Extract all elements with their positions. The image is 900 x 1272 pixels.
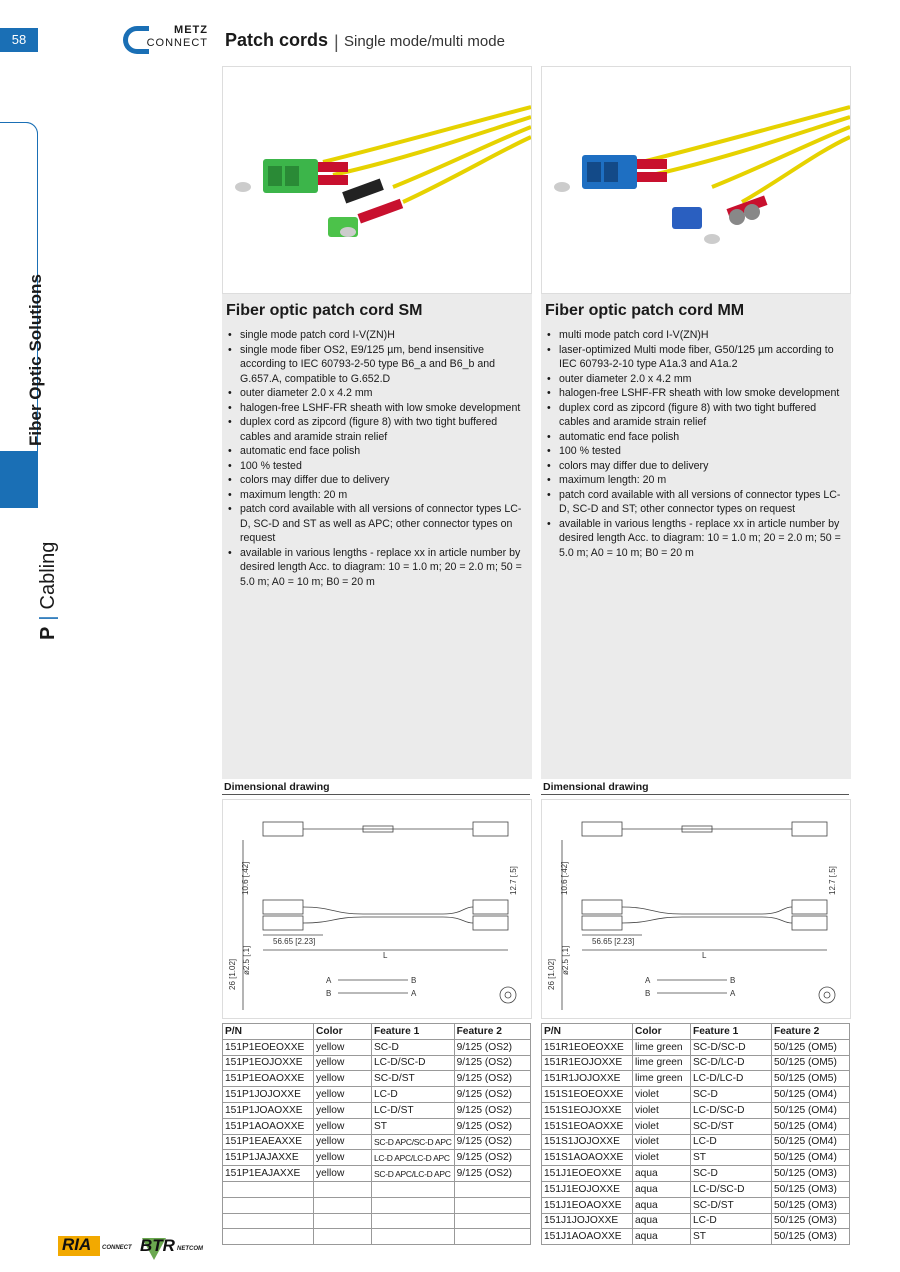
list-item: • outer diameter 2.0 x 4.2 mm — [559, 372, 845, 387]
cell-feature1: LC-D/LC-D — [691, 1071, 772, 1087]
page-title: Patch cords — [225, 30, 329, 50]
mm-product-photo — [541, 66, 851, 294]
mm-column — [541, 66, 851, 1245]
list-item: • laser-optimized Multi mode fiber, G50/125 µm according to IEC 60793-2-10 type A1a.3 and A1a.2 — [559, 343, 845, 372]
table-row — [223, 1150, 531, 1166]
col-feature1: Feature 1 — [372, 1024, 455, 1040]
cell-feature1: ST — [691, 1229, 772, 1245]
cell-feature2: 50/125 (OM3) — [772, 1229, 850, 1245]
list-item: • single mode patch cord I-V(ZN)H — [240, 328, 526, 343]
drawing-label-a2: A — [411, 989, 417, 998]
table-row — [542, 1213, 850, 1229]
table-row — [223, 1134, 531, 1150]
btr-logo-sub: NETCOM — [177, 1246, 203, 1252]
cell-color: yellow — [314, 1087, 372, 1103]
cell-pn: 151J1AOAOXXE — [542, 1229, 633, 1245]
cell-pn: 151P1EAEAXXE — [223, 1134, 314, 1150]
cell-pn: 151P1EOJOXXE — [223, 1055, 314, 1071]
table-row — [223, 1118, 531, 1134]
cell-feature2: 9/125 (OS2) — [454, 1134, 530, 1150]
mm-title: Fiber optic patch cord MM — [545, 302, 745, 319]
cell-feature1: LC-D APC/LC-D APC — [372, 1150, 455, 1166]
logo-metz: METZ — [174, 24, 208, 36]
sidebar-category-label: Cabling — [37, 541, 59, 610]
cell-color: lime green — [633, 1055, 691, 1071]
cell-color: yellow — [314, 1134, 372, 1150]
col-color: Color — [633, 1024, 691, 1040]
table-row — [542, 1229, 850, 1245]
drawing-label-h2: 12.7 [.5] — [509, 866, 518, 895]
list-item: • patch cord available with all versions of connector types LC- D, SC-D and ST as well as APC; other connector types on request — [240, 502, 526, 546]
cell-color — [314, 1197, 372, 1213]
cell-pn — [223, 1213, 314, 1229]
sm-feature-list — [226, 328, 526, 589]
cell-feature1: SC-D — [691, 1166, 772, 1182]
table-row — [542, 1118, 850, 1134]
cell-feature2: 50/125 (OM4) — [772, 1118, 850, 1134]
cell-pn: 151P1EAJAXXE — [223, 1166, 314, 1182]
cell-color: violet — [633, 1118, 691, 1134]
cell-color: lime green — [633, 1071, 691, 1087]
list-item: • duplex cord as zipcord (figure 8) with two tight buffered cables and aramide strain relief — [240, 415, 526, 444]
cell-feature1: SC-D/SC-D — [691, 1039, 772, 1055]
list-item: • colors may differ due to delivery — [240, 473, 526, 488]
mm-dimensional-drawing-title: Dimensional drawing — [541, 779, 849, 795]
table-header-row — [542, 1024, 850, 1040]
cell-pn: 151P1EOEOXXE — [223, 1039, 314, 1055]
cell-pn — [223, 1197, 314, 1213]
drawing-label-h1: 10.6 [.42] — [560, 861, 569, 895]
cell-color: violet — [633, 1150, 691, 1166]
cell-feature2: 9/125 (OS2) — [454, 1071, 530, 1087]
sm-drawing-svg — [223, 800, 531, 1018]
drawing-label-w1: 56.65 [2.23] — [273, 937, 316, 946]
btr-logo-text: BTR — [140, 1236, 175, 1255]
table-row — [542, 1039, 850, 1055]
table-row — [542, 1055, 850, 1071]
table-row — [542, 1102, 850, 1118]
cell-pn: 151R1JOJOXXE — [542, 1071, 633, 1087]
table-row — [223, 1039, 531, 1055]
list-item: • available in various lengths - replace xx in article number by desired length Acc. to diagram: 10 = 1.0 m; 20 = 2.0 m; 50 = 5.0 m; A0 = 10 m; B0 = 20 m — [240, 546, 526, 590]
cell-pn: 151P1JAJAXXE — [223, 1150, 314, 1166]
cell-feature2: 9/125 (OS2) — [454, 1087, 530, 1103]
cell-pn: 151S1EOEOXXE — [542, 1087, 633, 1103]
cell-feature2: 50/125 (OM3) — [772, 1166, 850, 1182]
cell-feature1: LC-D/SC-D — [372, 1055, 455, 1071]
cell-pn: 151R1EOJOXXE — [542, 1055, 633, 1071]
cell-feature2: 9/125 (OS2) — [454, 1118, 530, 1134]
table-row — [223, 1229, 531, 1245]
list-item: • automatic end face polish — [240, 444, 526, 459]
col-pn: P/N — [223, 1024, 314, 1040]
drawing-label-w1: 56.65 [2.23] — [592, 937, 635, 946]
cell-color: yellow — [314, 1039, 372, 1055]
sidebar-category — [37, 542, 60, 640]
cell-feature1: SC-D APC/LC-D APC — [372, 1166, 455, 1182]
cell-feature2: 9/125 (OS2) — [454, 1039, 530, 1055]
drawing-label-d1: 26 [1.02] — [547, 958, 556, 990]
cell-color: yellow — [314, 1055, 372, 1071]
mm-product-table — [541, 1023, 850, 1245]
table-header-row — [223, 1024, 531, 1040]
table-row — [542, 1071, 850, 1087]
cell-pn: 151P1JOAOXXE — [223, 1102, 314, 1118]
cell-feature2: 50/125 (OM3) — [772, 1197, 850, 1213]
col-pn: P/N — [542, 1024, 633, 1040]
sm-title: Fiber optic patch cord SM — [226, 302, 423, 319]
list-item: • automatic end face polish — [559, 430, 845, 445]
list-item: • available in various lengths - replace xx in article number by desired length Acc. to diagram: 10 = 1.0 m; 20 = 2.0 m; 50 = 5.0 m; A0 = 10 m; B0 = 20 m — [559, 517, 845, 561]
cell-feature1: SC-D/ST — [372, 1071, 455, 1087]
mm-feature-list — [545, 328, 845, 560]
ria-logo-text: RIA — [62, 1235, 92, 1254]
drawing-label-b2: B — [645, 989, 651, 998]
sm-patch-cord-image — [223, 67, 531, 293]
cell-pn: 151S1AOAOXXE — [542, 1150, 633, 1166]
cell-feature1: LC-D — [691, 1213, 772, 1229]
table-row — [542, 1197, 850, 1213]
sm-product-table — [222, 1023, 531, 1245]
cell-color: aqua — [633, 1213, 691, 1229]
cell-color: yellow — [314, 1102, 372, 1118]
footer-logos — [58, 1236, 208, 1262]
cell-color: yellow — [314, 1118, 372, 1134]
metz-connect-logo — [123, 24, 208, 58]
cell-feature1 — [372, 1213, 455, 1229]
cell-feature1: SC-D/ST — [691, 1118, 772, 1134]
table-row — [223, 1166, 531, 1182]
cell-feature1 — [372, 1197, 455, 1213]
cell-pn: 151S1EOAOXXE — [542, 1118, 633, 1134]
table-row — [223, 1071, 531, 1087]
cell-color — [314, 1229, 372, 1245]
cell-feature1: ST — [691, 1150, 772, 1166]
cell-pn: 151J1EOJOXXE — [542, 1181, 633, 1197]
list-item: • halogen-free LSHF-FR sheath with low smoke development — [559, 386, 845, 401]
cell-pn — [223, 1229, 314, 1245]
sm-dimensional-drawing-title: Dimensional drawing — [222, 779, 530, 795]
col-color: Color — [314, 1024, 372, 1040]
cell-pn: 151R1EOEOXXE — [542, 1039, 633, 1055]
title-separator: | — [334, 32, 339, 52]
cell-feature2: 9/125 (OS2) — [454, 1102, 530, 1118]
logo-c-mark — [123, 26, 149, 54]
mm-description-panel — [541, 294, 851, 779]
cell-color: lime green — [633, 1039, 691, 1055]
cell-feature2: 9/125 (OS2) — [454, 1150, 530, 1166]
cell-feature2 — [454, 1229, 530, 1245]
list-item: • maximum length: 20 m — [559, 473, 845, 488]
cell-pn: 151P1JOJOXXE — [223, 1087, 314, 1103]
cell-feature2: 50/125 (OM4) — [772, 1087, 850, 1103]
cell-feature2: 50/125 (OM5) — [772, 1055, 850, 1071]
cell-feature2 — [454, 1197, 530, 1213]
cell-color: aqua — [633, 1166, 691, 1182]
drawing-label-a1: A — [645, 976, 651, 985]
cell-feature2: 50/125 (OM4) — [772, 1134, 850, 1150]
list-item: • single mode fiber OS2, E9/125 µm, bend insensitive according to IEC 60793-2-50 type B6_a and B6_b and G.657.A, compatible to G.652.D — [240, 343, 526, 387]
cell-feature1: LC-D/ST — [372, 1102, 455, 1118]
drawing-label-h2: 12.7 [.5] — [828, 866, 837, 895]
table-row — [542, 1087, 850, 1103]
cell-pn: 151J1JOJOXXE — [542, 1213, 633, 1229]
table-row — [223, 1197, 531, 1213]
drawing-label-b2: B — [326, 989, 332, 998]
cell-pn: 151P1AOAOXXE — [223, 1118, 314, 1134]
cell-color: violet — [633, 1087, 691, 1103]
table-row — [223, 1213, 531, 1229]
cell-feature1 — [372, 1229, 455, 1245]
cell-feature1: LC-D — [691, 1134, 772, 1150]
list-item: • 100 % tested — [559, 444, 845, 459]
list-item: • 100 % tested — [240, 459, 526, 474]
cell-pn: 151J1EOAOXXE — [542, 1197, 633, 1213]
cell-color: violet — [633, 1134, 691, 1150]
list-item: • patch cord available with all versions of connector types LC-D, SC-D and ST; other connector types on request — [559, 488, 845, 517]
cell-feature1: LC-D — [372, 1087, 455, 1103]
cell-feature2: 50/125 (OM5) — [772, 1071, 850, 1087]
col-feature2: Feature 2 — [772, 1024, 850, 1040]
page-number: 58 — [0, 28, 38, 52]
drawing-label-length: L — [702, 951, 707, 960]
cell-color: yellow — [314, 1150, 372, 1166]
table-row — [223, 1102, 531, 1118]
cell-pn — [223, 1181, 314, 1197]
drawing-label-b1: B — [730, 976, 736, 985]
cell-color — [314, 1213, 372, 1229]
cell-pn: 151P1EOAOXXE — [223, 1071, 314, 1087]
cell-feature1: SC-D — [372, 1039, 455, 1055]
cell-feature1: LC-D/SC-D — [691, 1102, 772, 1118]
table-row — [223, 1087, 531, 1103]
cell-feature1: SC-D — [691, 1087, 772, 1103]
table-row — [542, 1134, 850, 1150]
cell-color — [314, 1181, 372, 1197]
cell-feature1 — [372, 1181, 455, 1197]
mm-patch-cord-image — [542, 67, 850, 293]
mm-dimensional-drawing — [541, 799, 851, 1019]
cell-feature1: SC-D/LC-D — [691, 1055, 772, 1071]
ria-logo-sub: CONNECT — [102, 1245, 132, 1251]
sm-product-photo — [222, 66, 532, 294]
cell-feature2: 50/125 (OM5) — [772, 1039, 850, 1055]
cell-feature1: LC-D/SC-D — [691, 1181, 772, 1197]
page-subtitle: Single mode/multi mode — [344, 33, 505, 50]
drawing-label-a1: A — [326, 976, 332, 985]
logo-connect: CONNECT — [146, 37, 208, 49]
cell-feature2: 9/125 (OS2) — [454, 1055, 530, 1071]
drawing-label-d2: ø2.5 [.1] — [242, 945, 251, 975]
sm-column — [222, 66, 532, 1245]
sidebar-letter: P — [37, 626, 59, 640]
cell-feature1: ST — [372, 1118, 455, 1134]
list-item: • multi mode patch cord I-V(ZN)H — [559, 328, 845, 343]
cell-color: aqua — [633, 1229, 691, 1245]
cell-color: violet — [633, 1102, 691, 1118]
list-item: • maximum length: 20 m — [240, 488, 526, 503]
list-item: • duplex cord as zipcord (figure 8) with two tight buffered cables and aramide strain relief — [559, 401, 845, 430]
drawing-label-h1: 10.6 [.42] — [241, 861, 250, 895]
drawing-label-b1: B — [411, 976, 417, 985]
cell-feature1: SC-D/ST — [691, 1197, 772, 1213]
list-item: • colors may differ due to delivery — [559, 459, 845, 474]
cell-pn: 151J1EOEOXXE — [542, 1166, 633, 1182]
table-row — [542, 1181, 850, 1197]
drawing-label-d2: ø2.5 [.1] — [561, 945, 570, 975]
cell-color: aqua — [633, 1181, 691, 1197]
cell-pn: 151S1JOJOXXE — [542, 1134, 633, 1150]
list-item: • halogen-free LSHF-FR sheath with low smoke development — [240, 401, 526, 416]
sidebar-separator: | — [37, 615, 59, 621]
table-row — [223, 1181, 531, 1197]
cell-pn: 151S1EOJOXXE — [542, 1102, 633, 1118]
list-item: • outer diameter 2.0 x 4.2 mm — [240, 386, 526, 401]
drawing-label-d1: 26 [1.02] — [228, 958, 237, 990]
table-row — [542, 1166, 850, 1182]
col-feature2: Feature 2 — [454, 1024, 530, 1040]
mm-drawing-svg — [542, 800, 850, 1018]
cell-feature2: 50/125 (OM3) — [772, 1213, 850, 1229]
cell-feature2: 50/125 (OM4) — [772, 1102, 850, 1118]
cell-color: aqua — [633, 1197, 691, 1213]
ria-logo — [58, 1236, 100, 1256]
sm-description-panel — [222, 294, 532, 779]
sm-dimensional-drawing — [222, 799, 532, 1019]
cell-feature2: 50/125 (OM3) — [772, 1181, 850, 1197]
cell-color: yellow — [314, 1166, 372, 1182]
cell-color: yellow — [314, 1071, 372, 1087]
drawing-label-length: L — [383, 951, 388, 960]
cell-feature2: 9/125 (OS2) — [454, 1166, 530, 1182]
cell-feature2 — [454, 1213, 530, 1229]
cell-feature2 — [454, 1181, 530, 1197]
table-row — [542, 1150, 850, 1166]
cell-feature1: SC-D APC/SC-D APC — [372, 1134, 455, 1150]
cell-feature2: 50/125 (OM4) — [772, 1150, 850, 1166]
table-row — [223, 1055, 531, 1071]
drawing-label-a2: A — [730, 989, 736, 998]
sidebar-section-label: Fiber Optic Solutions — [26, 274, 45, 446]
col-feature1: Feature 1 — [691, 1024, 772, 1040]
